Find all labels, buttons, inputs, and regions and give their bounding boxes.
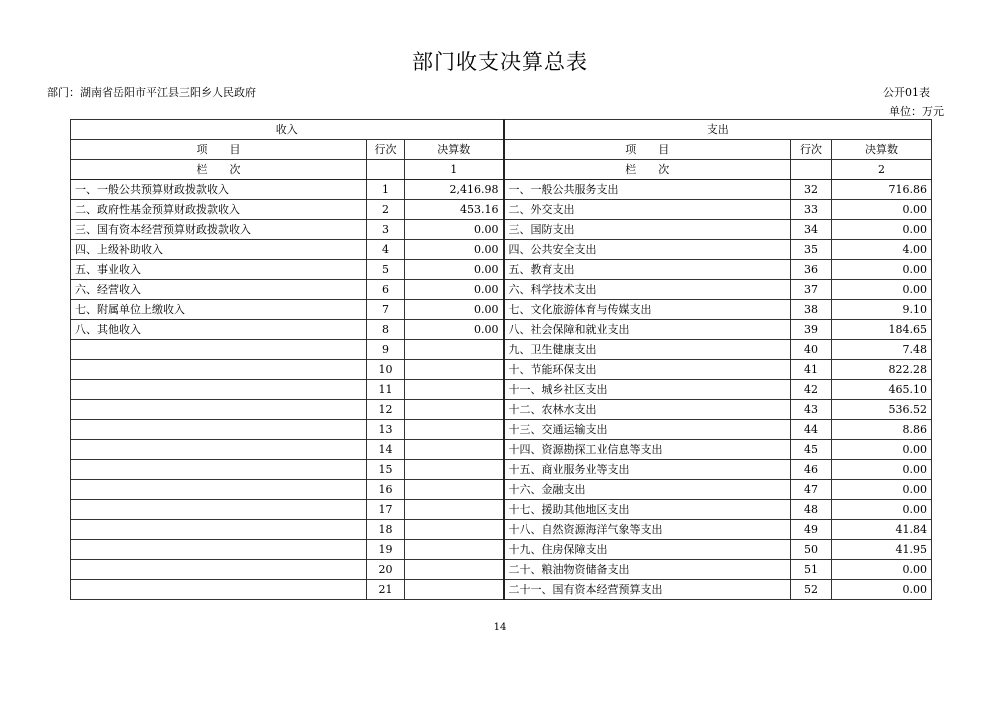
- expense-amount-cell: 0.00: [832, 560, 932, 580]
- expense-row-no-cell: 49: [791, 520, 832, 540]
- income-row-no-cell: 10: [367, 360, 405, 380]
- expense-row-no-cell: 40: [791, 340, 832, 360]
- income-amount-cell: [405, 400, 504, 420]
- expense-amount-header: 决算数: [832, 140, 932, 160]
- income-item-cell: [71, 420, 367, 440]
- income-item-cell: 二、政府性基金预算财政拨款收入: [71, 200, 367, 220]
- expense-item-cell: 十三、交通运输支出: [504, 420, 791, 440]
- income-row-no-cell: 7: [367, 300, 405, 320]
- table-row: [71, 580, 932, 600]
- income-row-no-cell: 11: [367, 380, 405, 400]
- income-amount-cell: [405, 340, 504, 360]
- expense-amount-cell: 0.00: [832, 280, 932, 300]
- income-amount-cell: [405, 420, 504, 440]
- income-amount-cell: 453.16: [405, 200, 504, 220]
- income-item-cell: 八、其他收入: [71, 320, 367, 340]
- income-row-no-cell: 20: [367, 560, 405, 580]
- expense-item-cell: 十二、农林水支出: [504, 400, 791, 420]
- expense-amount-cell: 8.86: [832, 420, 932, 440]
- table-row: [71, 300, 932, 320]
- expense-row-no-cell: 37: [791, 280, 832, 300]
- expense-item-cell: 一、一般公共服务支出: [504, 180, 791, 200]
- expense-row-no-cell: 48: [791, 500, 832, 520]
- expense-row-no-cell: 34: [791, 220, 832, 240]
- expense-amount-cell: 7.48: [832, 340, 932, 360]
- income-amount-cell: 0.00: [405, 260, 504, 280]
- table-row: [71, 200, 932, 220]
- expense-amount-cell: 0.00: [832, 500, 932, 520]
- table-row: [71, 440, 932, 460]
- expense-row-no-cell: 50: [791, 540, 832, 560]
- expense-amount-cell: 41.95: [832, 540, 932, 560]
- income-item-cell: [71, 560, 367, 580]
- expense-amount-cell: 0.00: [832, 580, 932, 600]
- income-amount-cell: [405, 440, 504, 460]
- income-row-no-cell: 2: [367, 200, 405, 220]
- expense-row-no-cell: 32: [791, 180, 832, 200]
- table-row: [71, 220, 932, 240]
- income-row-no-cell: 14: [367, 440, 405, 460]
- income-item-cell: [71, 440, 367, 460]
- expense-item-cell: 十五、商业服务业等支出: [504, 460, 791, 480]
- income-amount-cell: 0.00: [405, 240, 504, 260]
- expense-column-label: 栏 次: [504, 160, 791, 180]
- expense-item-cell: 七、文化旅游体育与传媒支出: [504, 300, 791, 320]
- expense-item-cell: 十六、金融支出: [504, 480, 791, 500]
- table-row: [71, 340, 932, 360]
- expense-item-cell: 十九、住房保障支出: [504, 540, 791, 560]
- table-row: [71, 400, 932, 420]
- expense-row-no-header: 行次: [791, 140, 832, 160]
- expense-amount-cell: 465.10: [832, 380, 932, 400]
- expense-item-cell: 十、节能环保支出: [504, 360, 791, 380]
- income-row-no-cell: 16: [367, 480, 405, 500]
- income-item-cell: 三、国有资本经营预算财政拨款收入: [71, 220, 367, 240]
- income-item-cell: [71, 540, 367, 560]
- income-amount-cell: 2,416.98: [405, 180, 504, 200]
- income-column-index: 1: [405, 160, 504, 180]
- expense-amount-cell: 0.00: [832, 220, 932, 240]
- income-row-no-cell: 8: [367, 320, 405, 340]
- expense-row-no-cell: 42: [791, 380, 832, 400]
- income-row-no-cell: 9: [367, 340, 405, 360]
- expense-amount-cell: 0.00: [832, 440, 932, 460]
- expense-amount-cell: 716.86: [832, 180, 932, 200]
- expense-item-cell: 九、卫生健康支出: [504, 340, 791, 360]
- income-item-cell: [71, 380, 367, 400]
- table-row: [71, 360, 932, 380]
- table-row: [71, 420, 932, 440]
- income-amount-cell: [405, 540, 504, 560]
- income-row-no-cell: 12: [367, 400, 405, 420]
- table-row: [71, 380, 932, 400]
- expense-row-no-cell: 51: [791, 560, 832, 580]
- income-column-label: 栏 次: [71, 160, 367, 180]
- income-amount-cell: [405, 560, 504, 580]
- income-amount-cell: [405, 460, 504, 480]
- unit-label: 单位：万元: [889, 105, 944, 118]
- income-row-no-cell: 19: [367, 540, 405, 560]
- income-column-blank: [367, 160, 405, 180]
- income-amount-cell: [405, 380, 504, 400]
- income-item-cell: 七、附属单位上缴收入: [71, 300, 367, 320]
- page-title: 部门收支决算总表: [412, 50, 588, 74]
- expense-header: 支出: [504, 120, 932, 140]
- expense-column-index: 2: [832, 160, 932, 180]
- income-row-no-cell: 5: [367, 260, 405, 280]
- expense-row-no-cell: 35: [791, 240, 832, 260]
- expense-item-cell: 十七、援助其他地区支出: [504, 500, 791, 520]
- income-amount-cell: 0.00: [405, 320, 504, 340]
- income-item-cell: [71, 400, 367, 420]
- page-number: 14: [493, 622, 507, 633]
- expense-row-no-cell: 39: [791, 320, 832, 340]
- income-amount-cell: [405, 500, 504, 520]
- income-amount-cell: 0.00: [405, 220, 504, 240]
- income-header: 收入: [71, 120, 504, 140]
- expense-item-cell: 十一、城乡社区支出: [504, 380, 791, 400]
- income-row-no-cell: 17: [367, 500, 405, 520]
- income-item-cell: [71, 360, 367, 380]
- budget-summary-table: [70, 119, 932, 600]
- expense-amount-cell: 41.84: [832, 520, 932, 540]
- expense-row-no-cell: 38: [791, 300, 832, 320]
- table-row: [71, 320, 932, 340]
- table-row: [71, 560, 932, 580]
- expense-row-no-cell: 43: [791, 400, 832, 420]
- expense-row-no-cell: 44: [791, 420, 832, 440]
- income-item-cell: 四、上级补助收入: [71, 240, 367, 260]
- table-row: [71, 460, 932, 480]
- income-row-no-cell: 18: [367, 520, 405, 540]
- expense-row-no-cell: 45: [791, 440, 832, 460]
- income-row-no-cell: 4: [367, 240, 405, 260]
- income-item-cell: [71, 500, 367, 520]
- expense-column-blank: [791, 160, 832, 180]
- income-row-no-header: 行次: [367, 140, 405, 160]
- income-item-cell: [71, 580, 367, 600]
- expense-item-cell: 六、科学技术支出: [504, 280, 791, 300]
- expense-row-no-cell: 47: [791, 480, 832, 500]
- table-row: [71, 180, 932, 200]
- table-row: [71, 500, 932, 520]
- expense-item-header: 项 目: [504, 140, 791, 160]
- income-amount-cell: [405, 360, 504, 380]
- expense-item-cell: 二十一、国有资本经营预算支出: [504, 580, 791, 600]
- income-item-cell: [71, 480, 367, 500]
- income-amount-cell: [405, 520, 504, 540]
- header-row-columns: [71, 140, 932, 160]
- expense-amount-cell: 4.00: [832, 240, 932, 260]
- department-label: 部门：湖南省岳阳市平江县三阳乡人民政府: [47, 86, 256, 99]
- header-row-section: [71, 120, 932, 140]
- income-amount-cell: [405, 580, 504, 600]
- income-row-no-cell: 15: [367, 460, 405, 480]
- income-row-no-cell: 6: [367, 280, 405, 300]
- income-item-cell: [71, 520, 367, 540]
- expense-row-no-cell: 41: [791, 360, 832, 380]
- header-row-column-index: [71, 160, 932, 180]
- income-item-cell: 一、一般公共预算财政拨款收入: [71, 180, 367, 200]
- expense-item-cell: 八、社会保障和就业支出: [504, 320, 791, 340]
- income-row-no-cell: 1: [367, 180, 405, 200]
- expense-item-cell: 五、教育支出: [504, 260, 791, 280]
- expense-amount-cell: 0.00: [832, 200, 932, 220]
- table-row: [71, 520, 932, 540]
- expense-amount-cell: 0.00: [832, 260, 932, 280]
- expense-row-no-cell: 33: [791, 200, 832, 220]
- expense-amount-cell: 184.65: [832, 320, 932, 340]
- expense-row-no-cell: 52: [791, 580, 832, 600]
- expense-amount-cell: 9.10: [832, 300, 932, 320]
- expense-item-cell: 二十、粮油物资储备支出: [504, 560, 791, 580]
- income-row-no-cell: 3: [367, 220, 405, 240]
- expense-item-cell: 十八、自然资源海洋气象等支出: [504, 520, 791, 540]
- expense-item-cell: 十四、资源勘探工业信息等支出: [504, 440, 791, 460]
- income-amount-cell: 0.00: [405, 300, 504, 320]
- expense-amount-cell: 536.52: [832, 400, 932, 420]
- income-row-no-cell: 13: [367, 420, 405, 440]
- table-row: [71, 480, 932, 500]
- income-amount-header: 决算数: [405, 140, 504, 160]
- table-row: [71, 240, 932, 260]
- form-number: 公开01表: [883, 86, 930, 99]
- expense-amount-cell: 0.00: [832, 460, 932, 480]
- income-item-header: 项 目: [71, 140, 367, 160]
- income-amount-cell: 0.00: [405, 280, 504, 300]
- income-row-no-cell: 21: [367, 580, 405, 600]
- expense-row-no-cell: 36: [791, 260, 832, 280]
- expense-row-no-cell: 46: [791, 460, 832, 480]
- table-row: [71, 280, 932, 300]
- income-item-cell: 五、事业收入: [71, 260, 367, 280]
- table-row: [71, 540, 932, 560]
- expense-item-cell: 三、国防支出: [504, 220, 791, 240]
- expense-amount-cell: 822.28: [832, 360, 932, 380]
- income-item-cell: [71, 460, 367, 480]
- income-item-cell: 六、经营收入: [71, 280, 367, 300]
- table-row: [71, 260, 932, 280]
- expense-amount-cell: 0.00: [832, 480, 932, 500]
- income-item-cell: [71, 340, 367, 360]
- expense-item-cell: 二、外交支出: [504, 200, 791, 220]
- expense-item-cell: 四、公共安全支出: [504, 240, 791, 260]
- income-amount-cell: [405, 480, 504, 500]
